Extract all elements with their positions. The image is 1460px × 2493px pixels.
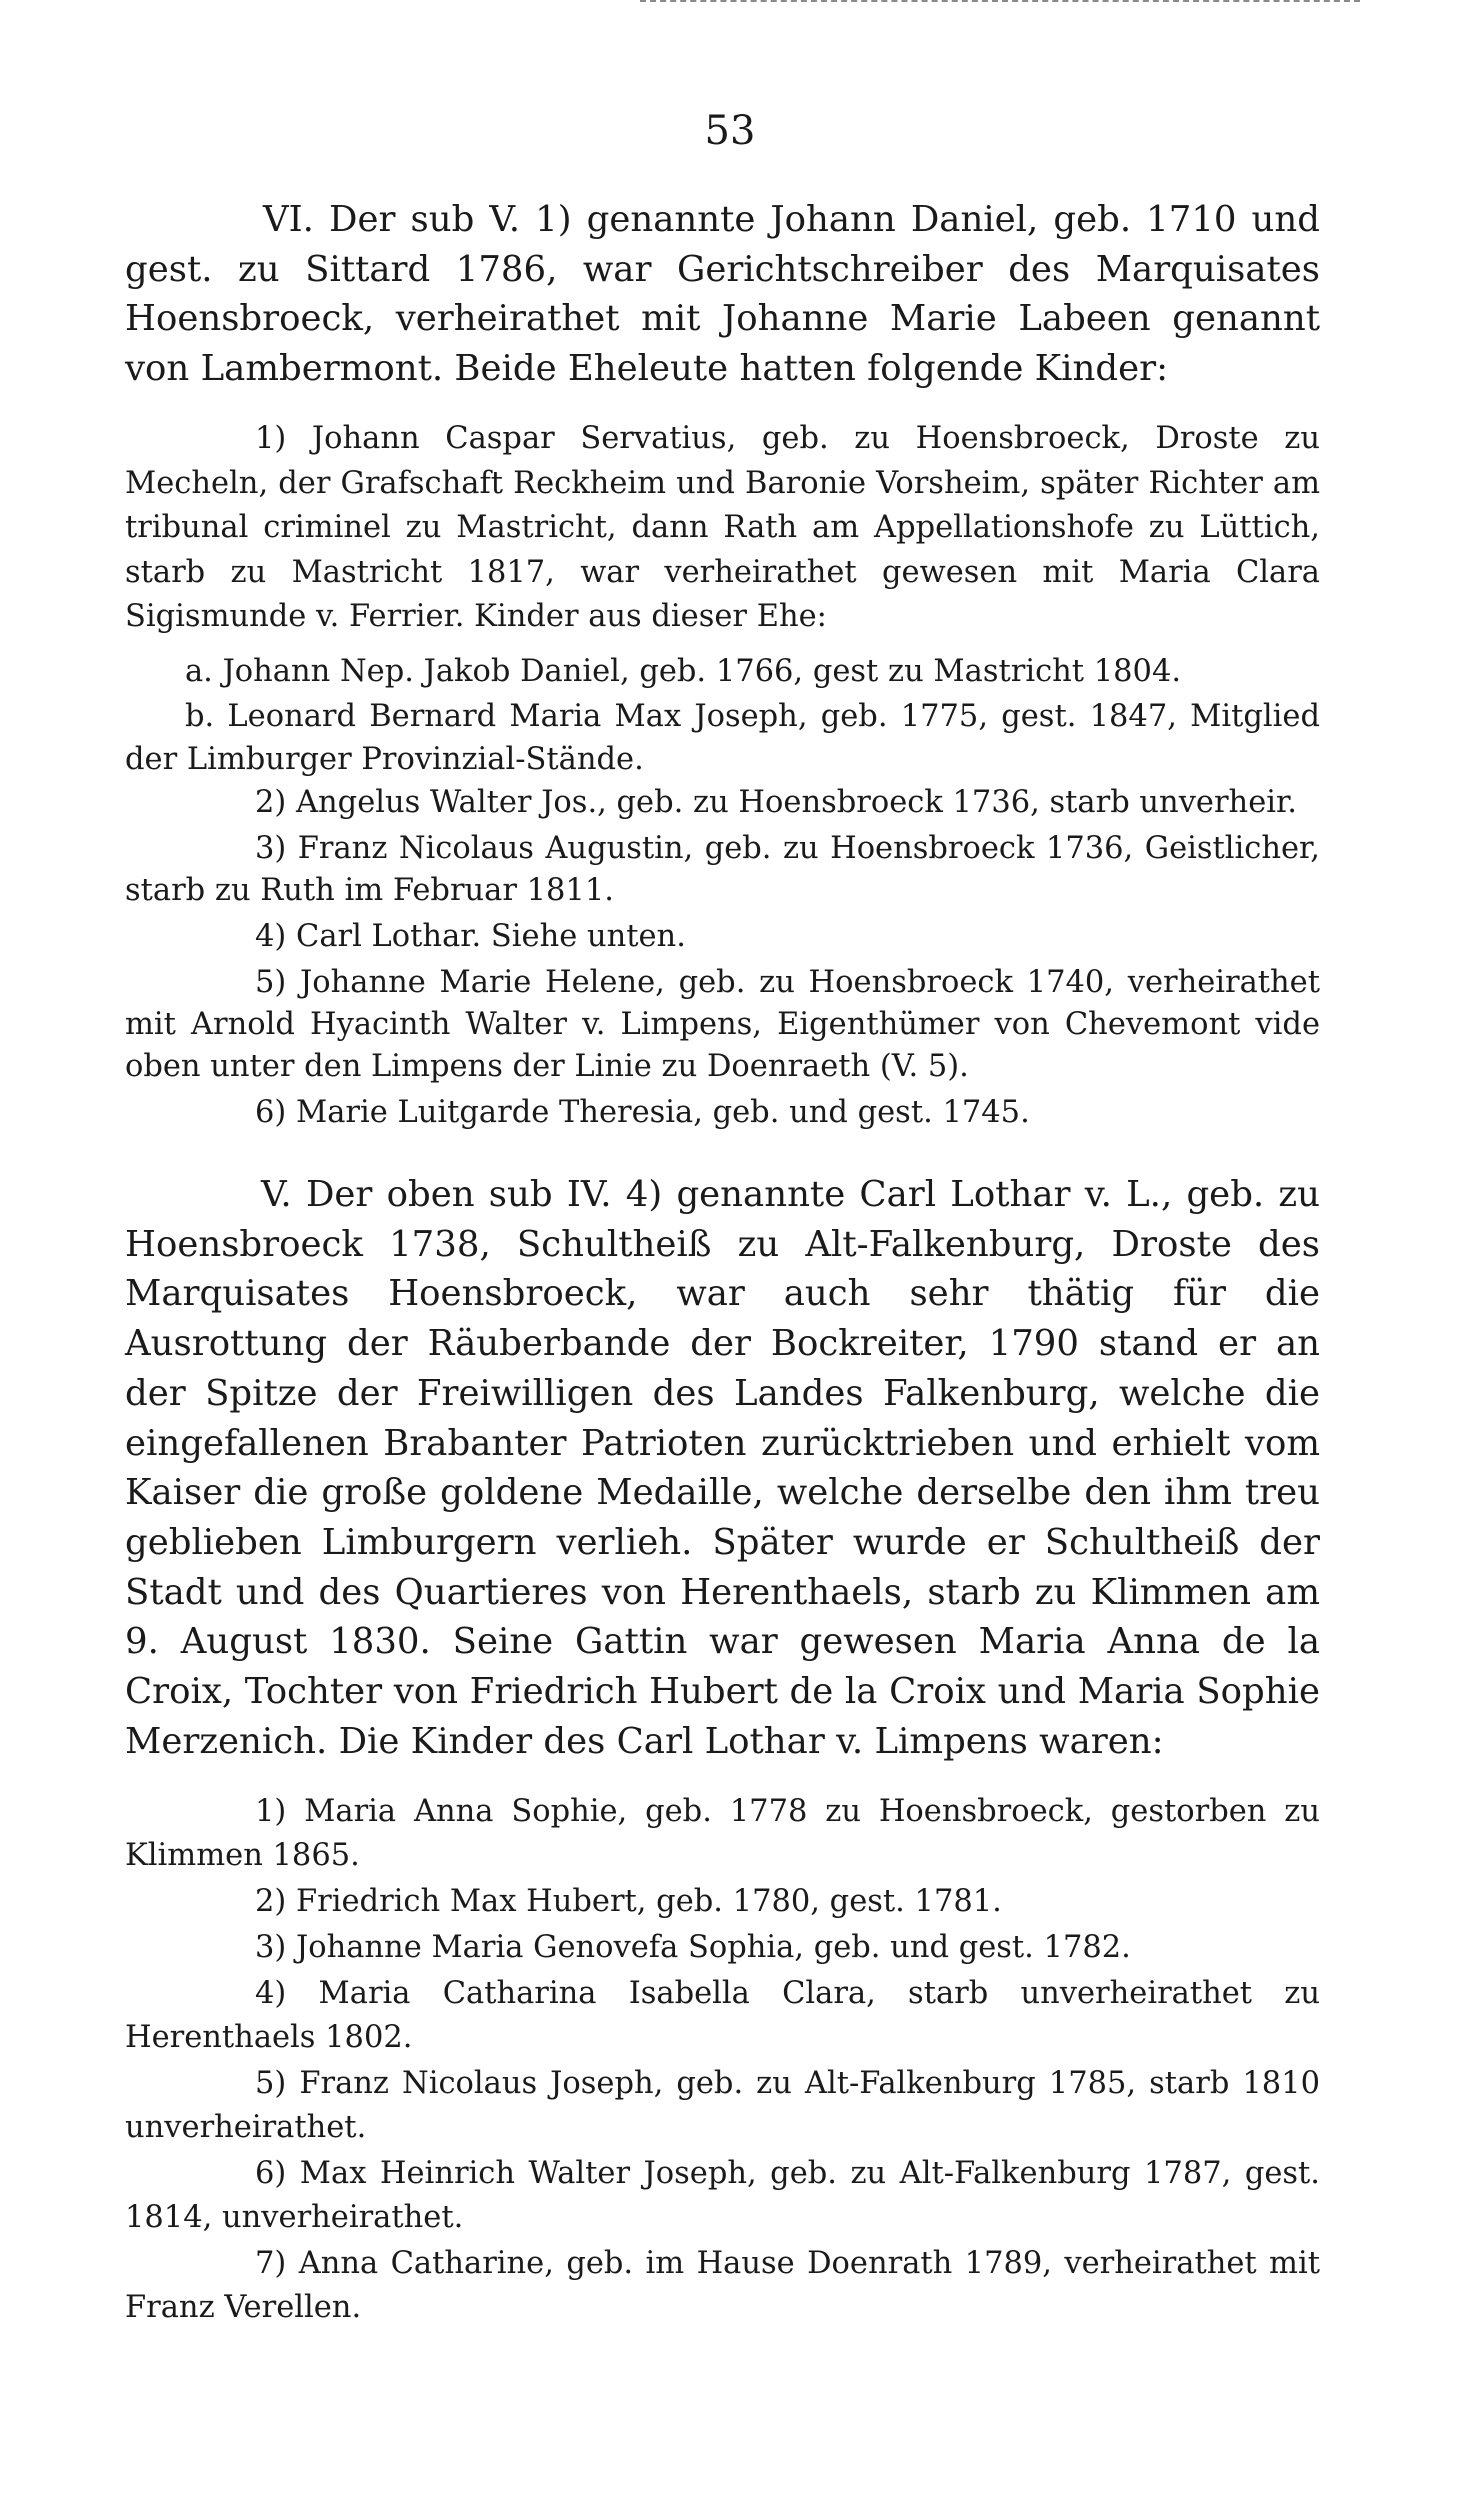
list-item: 1) Maria Anna Sophie, geb. 1778 zu Hoensbroeck, gestorben zu Klimmen 1865. (125, 1794, 1320, 1873)
list-item: 1) Johann Caspar Servatius, geb. zu Hoensbroeck, Droste zu Mecheln, der Grafschaft Reckheim und Baronie Vorsheim, später Richter am tribunal criminel zu Mastricht, dann Rath am Appellationshofe zu Lüttich, starb zu Mastricht 1817, war verheirathet gewesen mit Maria Clara Sigismunde v. Ferrier. Kinder aus dieser Ehe: (125, 421, 1320, 635)
page-number: 53 (704, 108, 756, 154)
section-v-intro: V. Der oben sub IV. 4) genannte Carl Lothar v. L., geb. zu Hoensbroeck 1738, Schultheiß zu Alt-Falkenburg, Droste des Marquisates Hoensbroeck, war auch sehr thätig für die Ausrottung der Räuberbande der Bockreiter, 1790 stand er an der Spitze der Freiwilligen des Landes Falkenburg, welche die eingefallenen Brabanter Patrioten zurücktrieben und erhielt vom Kaiser die große goldene Medaille, welche derselbe den ihm treu geblieben Limburgern verlieh. Später wurde er Schultheiß der Stadt und des Quartieres von Herenthaels, starb zu Klimmen am 9. August 1830. Seine Gattin war gewesen Maria Anna de la Croix, Tochter von Friedrich Hubert de la Croix und Maria Sophie Merzenich. Die Kinder des Carl Lothar v. Limpens waren: (125, 1174, 1320, 1762)
list-item: 2) Angelus Walter Jos., geb. zu Hoensbroeck 1736, starb unverheir. (255, 785, 1297, 820)
section-v (125, 1170, 1320, 1766)
list-item: 3) Johanne Maria Genovefa Sophia, geb. und gest. 1782. (255, 1930, 1131, 1965)
list-item: 6) Max Heinrich Walter Joseph, geb. zu Alt-Falkenburg 1787, gest. 1814, unverheirathet. (125, 2156, 1320, 2235)
list-item: b. Leonard Bernard Maria Max Joseph, geb. 1775, gest. 1847, Mitglied der Limburger Provinzial-Stände. (125, 699, 1320, 777)
list-item: 2) Friedrich Max Hubert, geb. 1780, gest. 1781. (255, 1884, 1002, 1919)
section-vi-intro: VI. Der sub V. 1) genannte Johann Daniel, geb. 1710 und gest. zu Sittard 1786, war Gerichtschreiber des Marquisates Hoensbroeck, verheirathet mit Johanne Marie Labeen genannt von Lambermont. Beide Eheleute hatten folgende Kinder: (125, 199, 1320, 389)
section-vi-grandchildren (125, 650, 1320, 781)
list-item: 4) Maria Catharina Isabella Clara, starb unverheirathet zu Herenthaels 1802. (125, 1976, 1320, 2055)
top-rule (640, 0, 1360, 4)
section-v-children (125, 1790, 1320, 2330)
list-item: a. Johann Nep. Jakob Daniel, geb. 1766, gest zu Mastricht 1804. (185, 654, 1182, 689)
list-item: 6) Marie Luitgarde Theresia, geb. und gest. 1745. (255, 1095, 1030, 1130)
list-item: 4) Carl Lothar. Siehe unten. (255, 919, 686, 954)
list-item: 7) Anna Catharine, geb. im Hause Doenrath 1789, verheirathet mit Franz Verellen. (125, 2246, 1320, 2325)
list-item: 5) Franz Nicolaus Joseph, geb. zu Alt-Falkenburg 1785, starb 1810 unverheirathet. (125, 2066, 1320, 2145)
section-vi-children-rest (125, 782, 1320, 1134)
list-item: 3) Franz Nicolaus Augustin, geb. zu Hoensbroeck 1736, Geistlicher, starb zu Ruth im Februar 1811. (125, 831, 1320, 908)
section-vi (125, 195, 1320, 393)
section-vi-children (125, 417, 1320, 640)
list-item: 5) Johanne Marie Helene, geb. zu Hoensbroeck 1740, verheirathet mit Arnold Hyacinth Walter v. Limpens, Eigenthümer von Chevemont vide oben unter den Limpens der Linie zu Doenraeth (V. 5). (125, 965, 1320, 1084)
